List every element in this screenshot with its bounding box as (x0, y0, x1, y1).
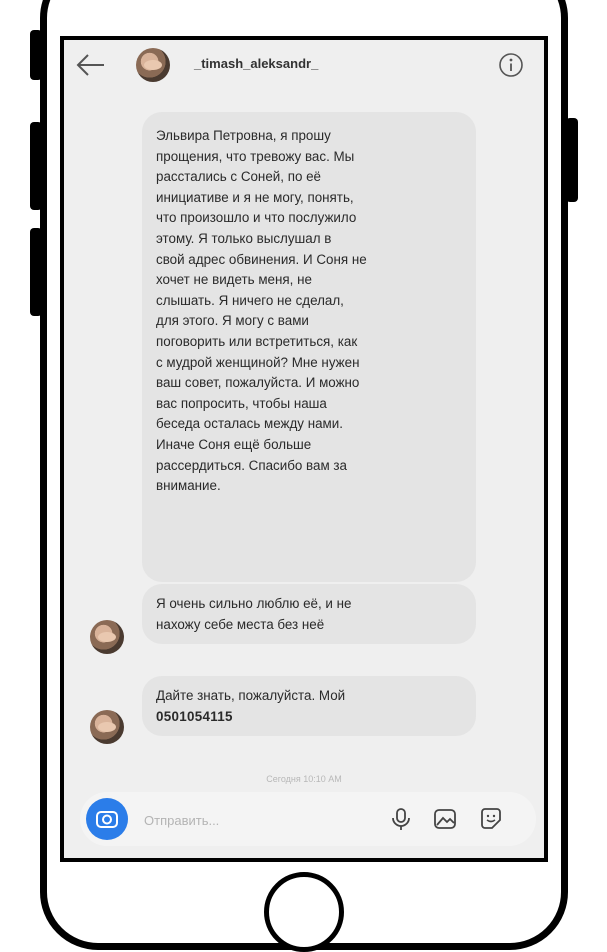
back-arrow-icon[interactable] (74, 50, 108, 80)
phone-volume-down (30, 228, 42, 316)
info-icon[interactable] (498, 52, 524, 78)
sender-avatar[interactable] (90, 710, 124, 744)
message-bubble: Эльвира Петровна, я прошу прощения, что тревожу вас. Мы расстались с Соней, по её инициативе и я не могу, понять, что произошло и что послужило этому. Я только выслушал в свой адрес обвинения. И Соня не хочет не видеть меня, не слышать. Я ничего не сделал, для этого. Я могу с вами поговорить или встретиться, как с мудрой женщиной? Мне нужен ваш совет, пожалуйста. И можно вас попросить, чтобы наша беседа осталась между нами. Иначе Соня ещё больше рассердиться. Спасибо вам за внимание. (142, 112, 476, 582)
message-bubble (142, 676, 476, 736)
phone-number: 0501054115 (156, 708, 233, 724)
contact-username[interactable]: _timash_aleksandr_ (194, 56, 319, 71)
camera-icon (95, 807, 119, 831)
chat-header (64, 40, 544, 92)
gallery-icon[interactable] (432, 806, 458, 832)
message-input[interactable] (142, 809, 366, 831)
phone-volume-up (30, 122, 42, 210)
message-timestamp: Сегодня 10:10 AM (266, 774, 342, 784)
camera-button[interactable] (86, 798, 128, 840)
sender-avatar[interactable] (90, 620, 124, 654)
home-button[interactable] (264, 872, 344, 952)
phone-mute-switch (30, 30, 42, 80)
chat-screen (60, 36, 548, 862)
message-composer (80, 792, 536, 846)
contact-avatar[interactable] (136, 48, 170, 82)
sticker-icon[interactable] (478, 806, 504, 832)
mic-icon[interactable] (388, 806, 414, 832)
message-text: Дайте знать, пожалуйста. Мой (156, 688, 346, 703)
message-bubble: Я очень сильно люблю её, и не нахожу себе места без неё (142, 584, 476, 644)
phone-power-button (566, 118, 578, 202)
